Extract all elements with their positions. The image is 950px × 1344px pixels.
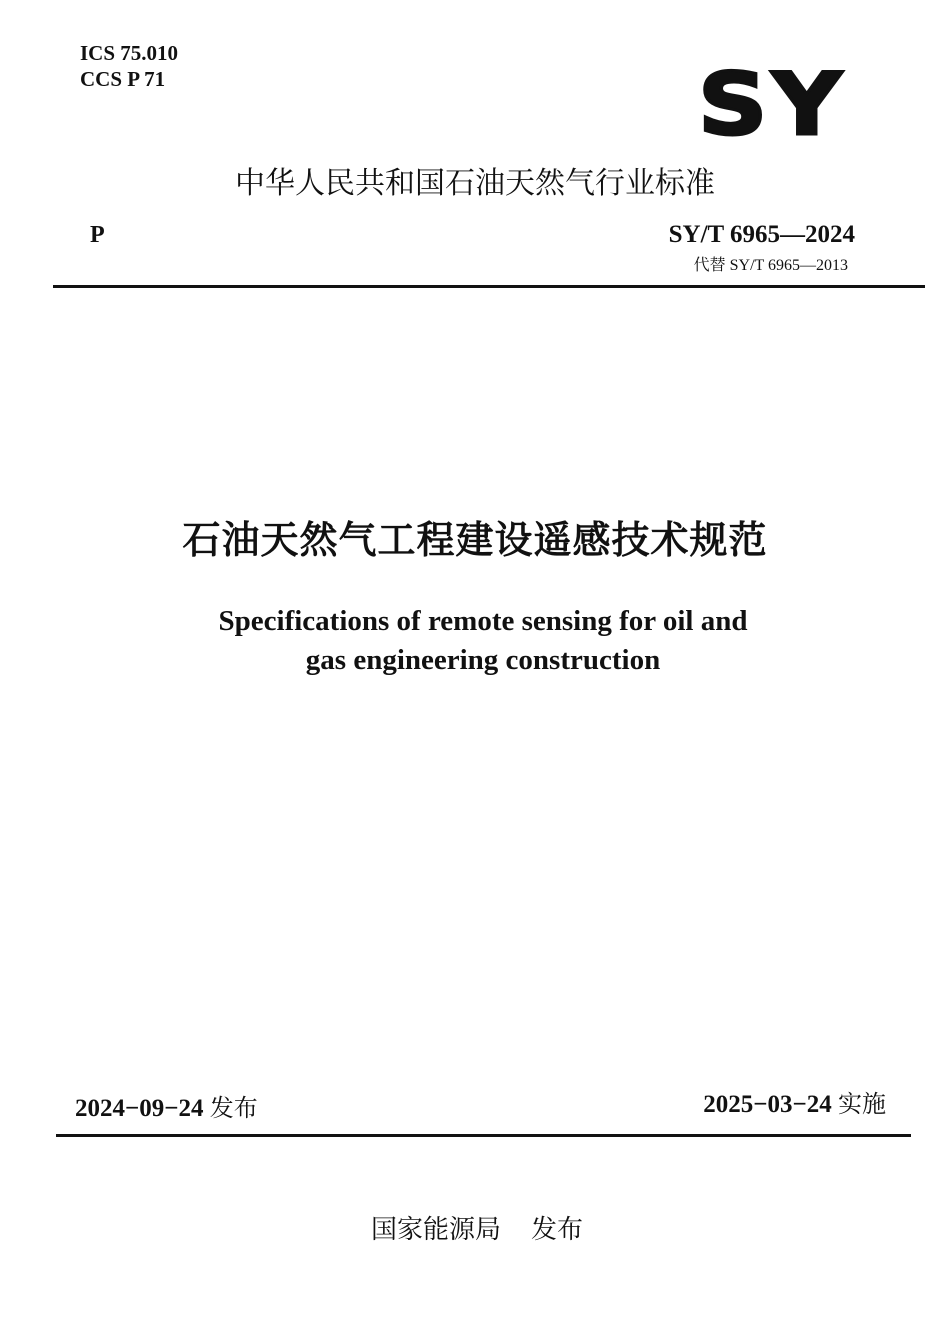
title-chinese: 石油天然气工程建设遥感技术规范	[182, 518, 768, 562]
bottom-divider	[56, 1134, 911, 1137]
class-letter: P	[90, 222, 105, 248]
ccs-code: CCS P 71	[80, 67, 166, 91]
agency-title-text: 中华人民共和国石油天然气行业标准	[235, 166, 715, 201]
top-divider	[53, 285, 925, 288]
replaces-standard: 代替 SY/T 6965—2013	[693, 257, 848, 274]
classification-codes	[80, 40, 178, 92]
title-english-line-2: gas engineering construction	[305, 644, 661, 676]
sy-logo: SY	[698, 55, 847, 155]
implement-date-block	[703, 1088, 886, 1121]
issue-date-block	[75, 1092, 258, 1125]
agency-title	[0, 164, 950, 204]
publisher-name: 国家能源局	[370, 1215, 501, 1245]
implement-date: 2025−03−24	[703, 1091, 832, 1118]
issue-label: 发布	[209, 1094, 258, 1122]
publisher-line	[0, 1212, 950, 1248]
publish-label: 发布	[531, 1215, 584, 1245]
title-english	[0, 602, 950, 680]
standard-number: SY/T 6965—2024	[668, 221, 855, 248]
title-english-line-1: Specifications of remote sensing for oil and	[218, 605, 748, 637]
implement-label: 实施	[838, 1090, 886, 1118]
issue-date: 2024−09−24	[75, 1095, 204, 1122]
ics-code: ICS 75.010	[80, 41, 179, 65]
